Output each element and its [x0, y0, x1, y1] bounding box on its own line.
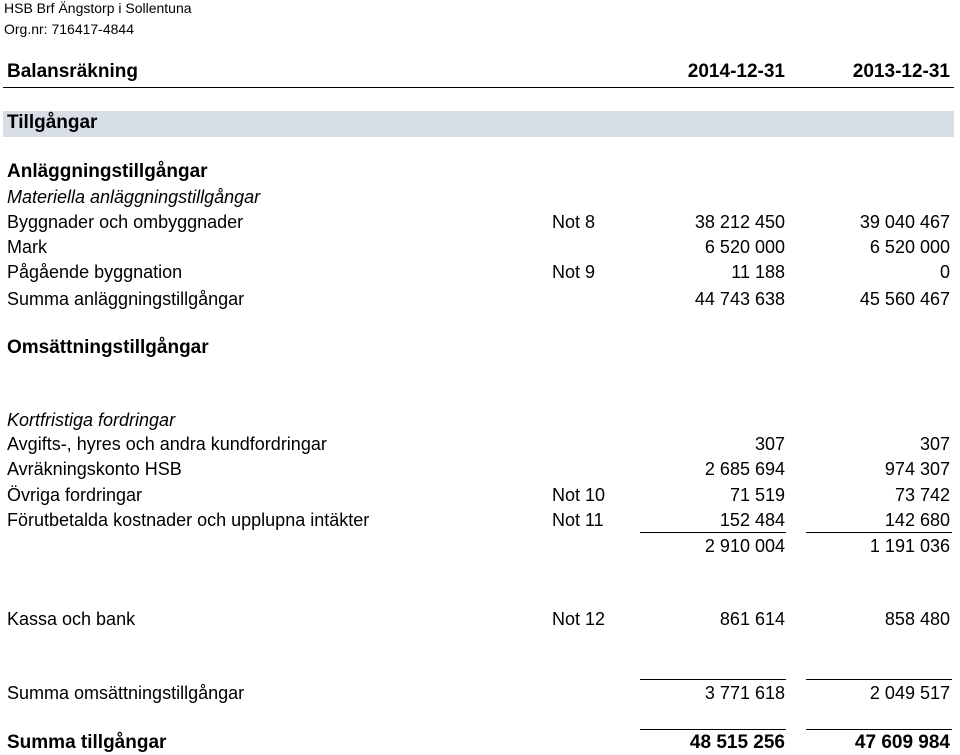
row-note: Not 8 [552, 212, 596, 232]
cash-note: Not 12 [552, 609, 606, 629]
current-sum-rule-2013 [806, 679, 952, 680]
row-note: Not 11 [552, 510, 604, 530]
receivables-subtotal-2014: 2 910 004 [704, 536, 785, 556]
fixed-assets-sum-label: Summa anläggningstillgångar [7, 289, 245, 309]
row-value-2013: 39 040 467 [859, 212, 950, 232]
row-value-2014: 307 [754, 434, 785, 454]
current-assets-heading: Omsättningstillgångar [7, 337, 209, 358]
receivables-subheading: Kortfristiga fordringar [7, 410, 176, 430]
row-value-2013: 73 742 [894, 485, 950, 505]
total-rule-2013 [806, 729, 952, 730]
receivables-subtotal-2013: 1 191 036 [869, 536, 950, 556]
row-value-2014: 38 212 450 [694, 212, 785, 232]
row-value-2013: 307 [919, 434, 950, 454]
row-value-2013: 142 680 [884, 510, 950, 530]
fixed-assets-heading: Anläggningstillgångar [7, 161, 208, 182]
fixed-assets-sum-2014: 44 743 638 [694, 289, 785, 309]
row-label: Övriga fordringar [7, 485, 143, 505]
cash-label: Kassa och bank [7, 609, 136, 629]
cash-value-2013: 858 480 [884, 609, 950, 629]
subtotal-rule-2014 [640, 532, 786, 533]
current-assets-sum-2014: 3 771 618 [704, 683, 785, 703]
section-band [3, 111, 954, 137]
title-underline [3, 87, 954, 88]
organization-name: HSB Brf Ängstorp i Sollentuna [4, 0, 192, 16]
row-value-2014: 6 520 000 [704, 237, 785, 257]
total-assets-2013: 47 609 984 [854, 732, 950, 753]
current-assets-sum-2013: 2 049 517 [869, 683, 950, 703]
organization-number: Org.nr: 716417-4844 [4, 21, 134, 37]
row-value-2014: 71 519 [729, 485, 785, 505]
subtotal-rule-2013 [806, 532, 952, 533]
row-label: Pågående byggnation [7, 262, 183, 282]
row-value-2013: 974 307 [884, 459, 950, 479]
cash-value-2014: 861 614 [719, 609, 785, 629]
total-rule-2014 [640, 729, 786, 730]
row-note: Not 9 [552, 262, 596, 282]
current-assets-sum-label: Summa omsättningstillgångar [7, 683, 245, 703]
fixed-assets-sum-2013: 45 560 467 [859, 289, 950, 309]
row-value-2013: 0 [939, 262, 950, 282]
section-title-assets: Tillgångar [7, 112, 98, 133]
row-value-2014: 152 484 [719, 510, 785, 530]
row-label: Avgifts-, hyres och andra kundfordringar [7, 434, 327, 454]
tangible-assets-subheading: Materiella anläggningstillgångar [7, 187, 261, 207]
total-assets-2014: 48 515 256 [689, 732, 785, 753]
row-note: Not 10 [552, 485, 606, 505]
column-header-2014: 2014-12-31 [687, 61, 785, 82]
report-title: Balansräkning [7, 61, 138, 82]
row-label: Byggnader och ombyggnader [7, 212, 244, 232]
row-value-2013: 6 520 000 [869, 237, 950, 257]
row-value-2014: 11 188 [731, 262, 785, 282]
column-header-2013: 2013-12-31 [852, 61, 950, 82]
row-value-2014: 2 685 694 [704, 459, 785, 479]
total-assets-label: Summa tillgångar [7, 732, 167, 753]
row-label: Förutbetalda kostnader och upplupna intäkter [7, 510, 370, 530]
row-label: Avräkningskonto HSB [7, 459, 182, 479]
current-sum-rule-2014 [640, 679, 786, 680]
row-label: Mark [7, 237, 47, 257]
